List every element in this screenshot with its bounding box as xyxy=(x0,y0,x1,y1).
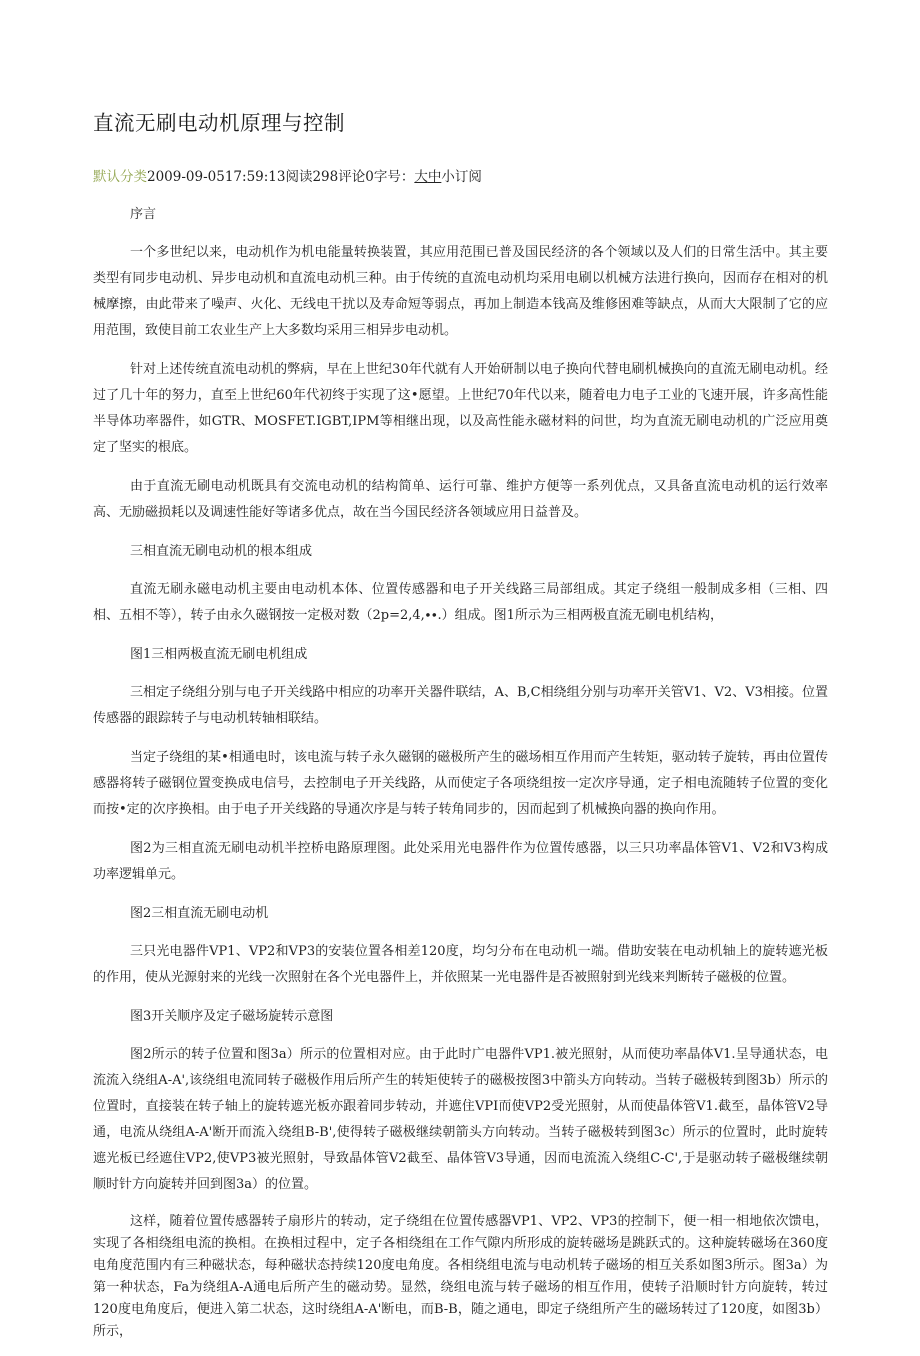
paragraph: 由于直流无刷电动机既具有交流电动机的结构简单、运行可靠、维护方便等一系列优点，又具备直流电动机的运行效率高、无励磁损耗以及调速性能好等诸多优点，故在当今国民经济各领域应用日益普及。 xyxy=(93,479,828,520)
post-datetime: 2009-09-0517:59:13 xyxy=(147,169,286,185)
section-heading-preface: 序言 xyxy=(130,207,157,222)
figure-caption-3: 图3开关顺序及定子磁场旋转示意图 xyxy=(130,1009,334,1024)
paragraph: 三只光电器件VP1、VP2和VP3的安装位置各相差120度，均匀分布在电动机一端。借助安装在电动机轴上的旋转遮光板的作用，使从光源射来的光线一次照射在各个光电器件上，并依照某一光电器件是否被照射到光线来判断转子磁极的位置。 xyxy=(93,944,828,985)
paragraph: 当定子绕组的某•相通电时，该电流与转子永久磁钢的磁极所产生的磁场相互作用而产生转矩，驱动转子旋转，再由位置传感器将转子磁钢位置变换成电信号，去控制电子开关线路，从而使定子各项绕组按一定次序导通，定子相电流随转子位置的变化而按•定的次序换相。由于电子开关线路的导通次序是与转子转角同步的，因而起到了机械换向器的换向作用。 xyxy=(93,750,828,817)
font-size-medium-link[interactable]: 中 xyxy=(427,169,442,185)
paragraph: 直流无刷永磁电动机主要由电动机本体、位置传感器和电子开关线路三局部组成。其定子绕组一般制成多相（三相、四相、五相不等），转子由永久磁钢按一定极对数（2p=2,4,∙∙.）组成。图1所示为三相两极直流无刷电机结构， xyxy=(93,582,828,623)
article-title: 直流无刷电动机原理与控制 xyxy=(93,111,345,135)
comment-count[interactable]: 评论0 xyxy=(338,169,374,185)
figure-caption-2: 图2三相直流无刷电动机 xyxy=(130,906,269,921)
article-body xyxy=(93,202,828,1356)
font-size-big-link[interactable]: 大 xyxy=(414,169,428,185)
section-heading-composition: 三相直流无刷电动机的根本组成 xyxy=(130,544,313,559)
subscribe-link[interactable]: 订阅 xyxy=(454,169,482,185)
paragraph: 图2所示的转子位置和图3a）所示的位置相对应。由于此时广电器件VP1.被光照射，从而使功率晶体V1.呈导通状态，电流流入绕组A-A',该绕组电流同转子磁极作用后所产生的转矩使转子的磁极按图3中箭头方向转动。当转子磁极转到图3b）所示的位置时，直接装在转子轴上的旋转遮光板亦跟着同步转动，并遮住VPI而使VP2受光照射，从而使晶体管V1.截至，晶体管V2导通，电流从绕组A-A'断开而流入绕组B-B',使得转子磁极继续朝箭头方向转动。当转子磁极转到图3c）所示的位置时，此时旋转遮光板已经遮住VP2,使VP3被光照射，导致晶体管V2截至、晶体管V3导通，因而电流流入绕组C-C',于是驱动转子磁极继续朝顺时针方向旋转并回到图3a）的位置。 xyxy=(93,1047,828,1192)
font-size-small-link[interactable]: 小 xyxy=(441,169,455,185)
paragraph: 这样，随着位置传感器转子扇形片的转动，定子绕组在位置传感器VP1、VP2、VP3的控制下，便一相一相地依次馈电，实现了各相绕组电流的换相。在换相过程中，定子各相绕组在工作气隙内所形成的旋转磁场是跳跃式的。这种旋转磁场在360度电角度范围内有三种磁状态，每种磁状态持续120度电角度。各相绕组电流与电动机转子磁场的相互关系如图3所示。图3a）为第一种状态，Fa为绕组A-A通电后所产生的磁动势。显然，绕组电流与转子磁场的相互作用，使转子沿顺时针方向旋转，转过120度电角度后，便进入第二状态，这时绕组A-A'断电，而B-B，随之通电，即定子绕组所产生的磁场转过了120度，如图3b）所示， xyxy=(93,1214,828,1339)
paragraph: 针对上述传统直流电动机的弊病，早在上世纪30年代就有人开始研制以电子换向代替电刷机械换向的直流无刷电动机。经过了几十年的努力，直至上世纪60年代初终于实现了这•愿望。上世纪70年代以来，随着电力电子工业的飞速开展，许多高性能半导体功率器件，如GTR、MOSFET.IGBT,IPM等相继出现，以及高性能永磁材料的问世，均为直流无刷电动机的广泛应用奠定了坚实的根底。 xyxy=(93,362,828,455)
paragraph: 一个多世纪以来，电动机作为机电能量转换装置，其应用范围已普及国民经济的各个领域以及人们的日常生活中。其主要类型有同步电动机、异步电动机和直流电动机三种。由于传统的直流电动机均采用电刷以机械方法进行换向，因而存在相对的机械摩擦，由此带来了噪声、火化、无线电干扰以及寿命短等弱点，再加上制造本钱高及维修困难等缺点，从而大大限制了它的应用范围，致使目前工农业生产上大多数均采用三相异步电动机。 xyxy=(93,245,828,338)
paragraph: 三相定子绕组分别与电子开关线路中相应的功率开关器件联结，A、B,C相绕组分别与功率开关管V1、V2、V3相接。位置传感器的跟踪转子与电动机转轴相联结。 xyxy=(93,685,828,726)
font-size-label: 字号： xyxy=(373,169,415,185)
article-meta xyxy=(93,165,482,185)
category-link[interactable]: 默认分类 xyxy=(93,169,147,185)
figure-caption-1: 图1三相两极直流无刷电机组成 xyxy=(130,647,308,662)
read-count: 阅读298 xyxy=(285,169,339,185)
paragraph: 图2为三相直流无刷电动机半控桥电路原理图。此处采用光电器件作为位置传感器，以三只功率晶体管V1、V2和V3构成功率逻辑单元。 xyxy=(93,841,828,882)
